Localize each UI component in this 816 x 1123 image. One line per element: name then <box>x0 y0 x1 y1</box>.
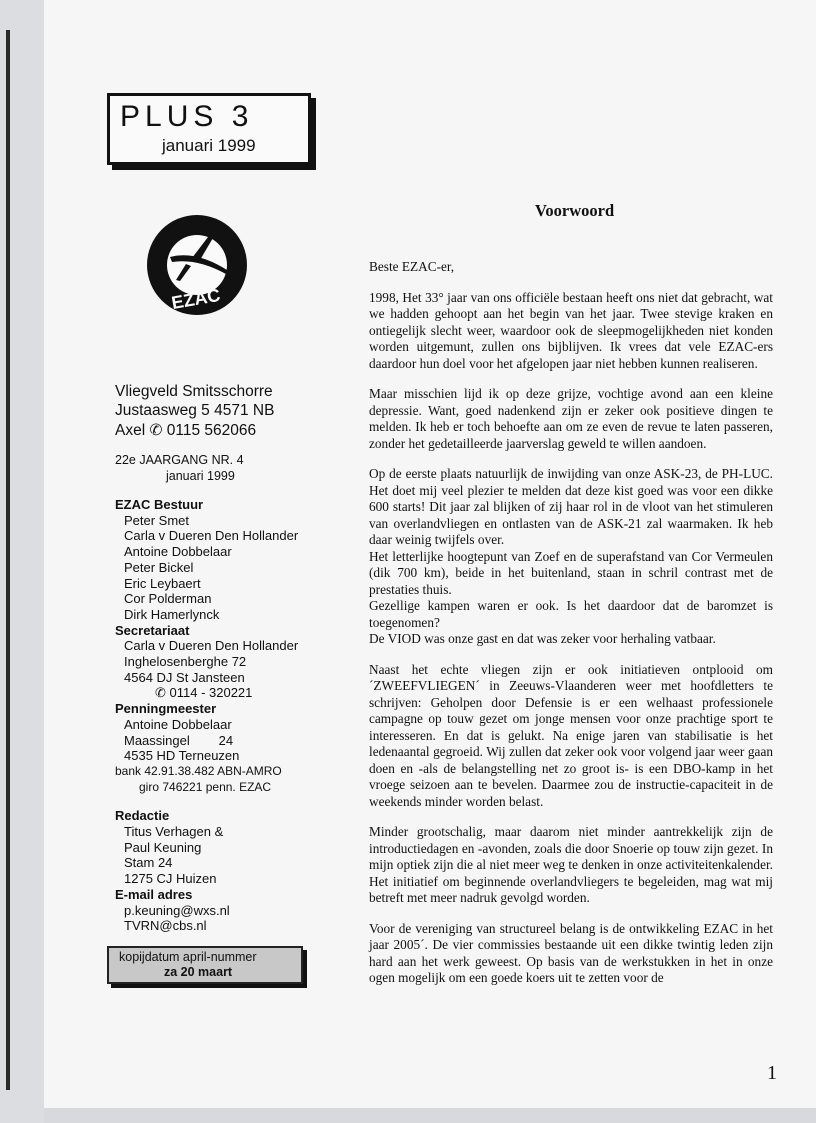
copy-deadline-box <box>107 946 303 984</box>
volume-info <box>115 453 244 484</box>
volume-number: 22e JAARGANG NR. 4 <box>115 453 244 467</box>
paragraph: Op de eerste plaats natuurlijk de inwijding van onze ASK-23, de PH-LUC. Het doet mij veel plezier te melden dat deze kist goed was voor een dikke 600 starts! Dit jaar zal blijken of zij haar rol in de vloot van het stimuleren van overlandvliegen en ontlasten van de ASK-21 zal waarmaken. Ik heb daar weinig twijfels over. <box>369 466 773 547</box>
article-body <box>369 259 773 987</box>
email-address: p.keuning@wxs.nl <box>124 902 230 918</box>
paragraph: Naast het echte vliegen zijn er ook initiatieven ontplooid om ´ZWEEFVLIEGEN´ in Zeeuws-Vlaanderen weer met hoofdletters te schrijven: Geholpen door Defensie is er een welhaast professionele campagne op touw gezet om jonge mensen voor onze prachtige sport te interesseren. En dat is gelukt. Na enige jaren van stabilisatie is het ledenaantal gegroeid. Wij zullen dat zeker ook voor volgend jaar weer gaan doen en -als de belangstelling net zo groot is- is een DBO-kamp in het vroege seizoen aan te bevelen. Daarmee zou de instructie-capaciteit in de weekends minder worden belast. <box>369 661 773 809</box>
paragraph: De VIOD was onze gast en dat was zeker voor herhaling vatbaar. <box>369 631 716 646</box>
paragraph: Het letterlijke hoogtepunt van Zoef en de superafstand van Cor Vermeulen (dik 700 km), beide in het buitenland, staan in schril contrast met de prestaties thuis. <box>369 548 773 597</box>
address-line: Justaasweg 5 4571 NB <box>115 402 275 420</box>
club-address <box>115 382 274 440</box>
paragraph: Voor de vereniging van structureel belang is de ontwikkeling EZAC in het jaar 2005´. De vier commissies bestaande uit een dikke twintig leden zijn hard aan het werk geweest. Op basis van de werkstukken in het in onze ogen mogelijk om een goede koers uit te zetten voor de <box>369 920 773 985</box>
list-item: Antoine Dobbelaar <box>124 544 232 560</box>
paragraph: Gezellige kampen waren er ook. Is het daardoor dat de baromzet is toegenomen? <box>369 598 773 630</box>
list-item: Titus Verhagen & <box>124 824 224 840</box>
phone-number: ✆ 0114 - 320221 <box>155 685 253 701</box>
paragraph: Maar misschien lijd ik op deze grijze, vochtige avond aan een kleine depressie. Want, goed nadenkend zijn er zeker ook positieve dingen te melden. Ik heb er toch behoefte aan om ze even de revue te laten passeren, zonder het gedetailleerde jaarverslag geweld te willen aandoen. <box>369 386 773 451</box>
list-item: Maassingel 24 <box>124 732 234 748</box>
section-heading: Penningmeester <box>115 701 217 717</box>
list-item: Peter Smet <box>124 512 190 528</box>
address-phone: Axel ✆ 0115 562066 <box>115 421 257 439</box>
copy-deadline-label: kopijdatum april-nummer <box>119 950 257 964</box>
section-heading: Redactie <box>115 808 170 824</box>
copy-deadline-date: za 20 maart <box>164 965 233 979</box>
list-item: Dirk Hamerlynck <box>124 606 220 622</box>
list-item: 4535 HD Terneuzen <box>124 748 240 764</box>
list-item: 4564 DJ St Jansteen <box>124 669 245 685</box>
article-title: Voorwoord <box>535 201 615 220</box>
list-item: Carla v Dueren Den Hollander <box>124 528 299 544</box>
list-item: 1275 CJ Huizen <box>124 871 217 887</box>
greeting: Beste EZAC-er, <box>369 259 455 274</box>
list-item: Cor Polderman <box>124 591 212 607</box>
paragraph: 1998, Het 33° jaar van ons officiële bestaan heeft ons niet dat gebracht, wat we hadden gehoopt aan het begin van het jaar. Twee stevige kraken en ontiegelijk slecht weer, waardoor ook de sleepmogelijkheden niet konden worden uitgemunt, zullen ons bijblijven. Ik vrees dat vele EZAC-ers daardoor hun doel voor het afgelopen jaar niet hebben kunnen realiseren. <box>369 289 773 371</box>
email-address: TVRN@cbs.nl <box>124 918 207 934</box>
bank-account: bank 42.91.38.482 ABN-AMRO <box>115 763 282 778</box>
issue-date: januari 1999 <box>162 136 256 155</box>
page-bottom-edge <box>44 1108 816 1123</box>
list-item: Peter Bickel <box>124 559 194 575</box>
page-number: 1 <box>767 1062 777 1084</box>
section-heading: EZAC Bestuur <box>115 497 204 512</box>
volume-date: januari 1999 <box>166 468 235 483</box>
list-item: Stam 24 <box>124 855 173 871</box>
list-item: Eric Leybaert <box>124 575 201 591</box>
section-heading: Secretariaat <box>115 622 190 638</box>
list-item: Carla v Dueren Den Hollander <box>124 638 299 654</box>
giro-account: giro 746221 penn. EZAC <box>139 779 272 794</box>
address-line: Vliegveld Smitsschorre <box>115 383 273 400</box>
binding-edge <box>0 0 44 1123</box>
section-heading: E-mail adres <box>115 886 193 902</box>
svg-text:EZAC: EZAC <box>169 284 222 314</box>
list-item: Antoine Dobbelaar <box>124 716 232 732</box>
colophon <box>115 497 298 934</box>
ezac-logo <box>146 214 248 316</box>
list-item: Inghelosenberghe 72 <box>124 654 247 670</box>
paragraph: Minder grootschalig, maar daarom niet minder aantrekkelijk zijn de introductiedagen en -avonden, zoals die door Snoerie op touw zijn gezet. In mijn optiek zijn die al niet meer weg te denken in onze activiteitenkalender. Het initiatief om beginnende overlandvliegers te begeleiden, mag wat mij betreft met meer nadruk gevolgd worden. <box>369 824 773 905</box>
list-item: Paul Keuning <box>124 839 202 855</box>
issue-header-box <box>107 93 311 165</box>
issue-title: PLUS 3 <box>120 100 254 133</box>
